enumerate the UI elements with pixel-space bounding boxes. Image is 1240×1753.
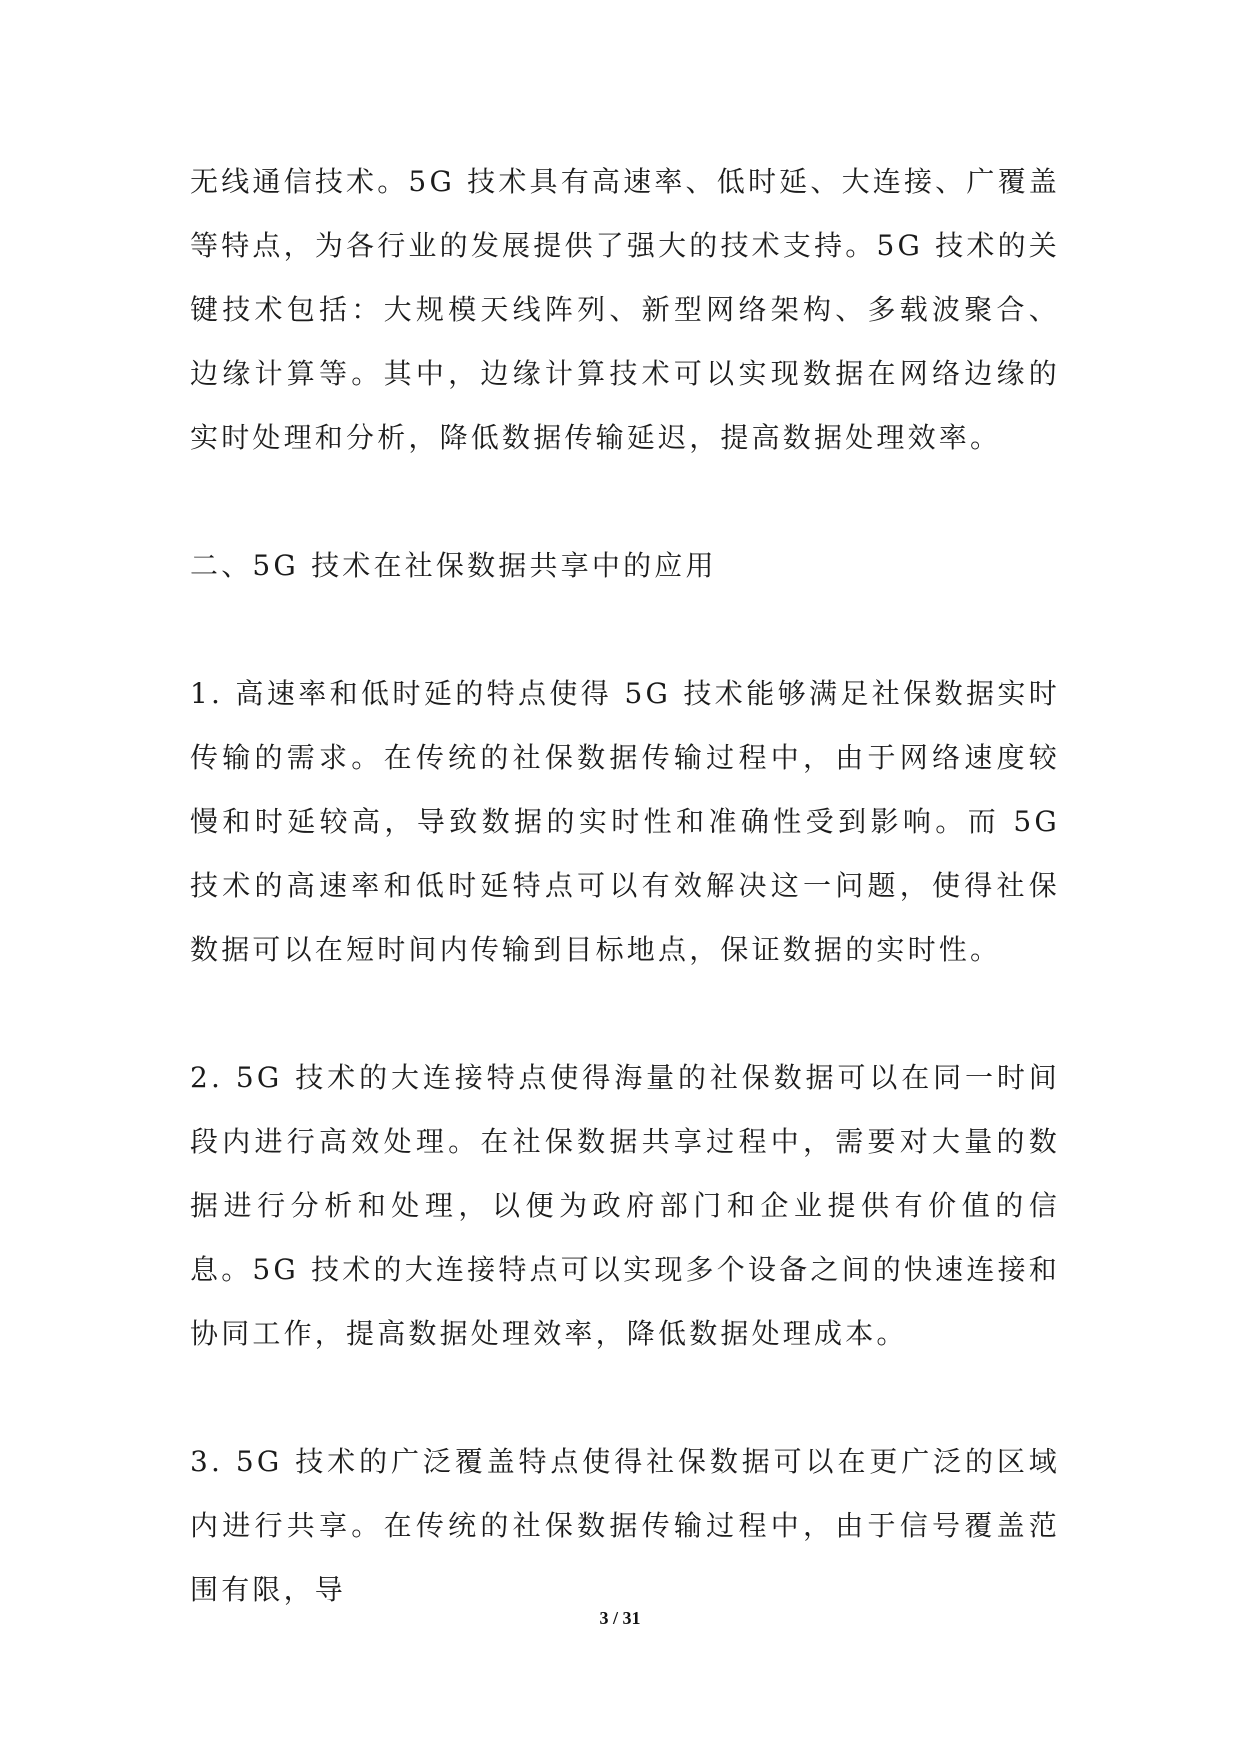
document-body xyxy=(190,150,1060,1622)
paragraph-item-2: 2. 5G 技术的大连接特点使得海量的社保数据可以在同一时间段内进行高效处理。在社保数据共享过程中，需要对大量的数据进行分析和处理，以便为政府部门和企业提供有价值的信息。5G 技术的大连接特点可以实现多个设备之间的快速连接和协同工作，提高数据处理效率，降低数据处理成本。 xyxy=(190,1061,1060,1350)
paragraph-item-1: 1. 高速率和低时延的特点使得 5G 技术能够满足社保数据实时传输的需求。在传统的社保数据传输过程中，由于网络速度较慢和时延较高，导致数据的实时性和准确性受到影响。而 5G 技术的高速率和低时延特点可以有效解决这一问题，使得社保数据可以在短时间内传输到目标地点，保证数据的实时性。 xyxy=(190,677,1060,966)
page-number: 3 / 31 xyxy=(599,1608,641,1628)
paragraph-intro: 无线通信技术。5G 技术具有高速率、低时延、大连接、广覆盖等特点，为各行业的发展提供了强大的技术支持。5G 技术的关键技术包括：大规模天线阵列、新型网络架构、多载波聚合、边缘计算等。其中，边缘计算技术可以实现数据在网络边缘的实时处理和分析，降低数据传输延迟，提高数据处理效率。 xyxy=(190,165,1060,454)
section-heading: 二、5G 技术在社保数据共享中的应用 xyxy=(190,549,717,582)
paragraph-item-3: 3. 5G 技术的广泛覆盖特点使得社保数据可以在更广泛的区域内进行共享。在传统的社保数据传输过程中，由于信号覆盖范围有限，导 xyxy=(190,1445,1060,1606)
